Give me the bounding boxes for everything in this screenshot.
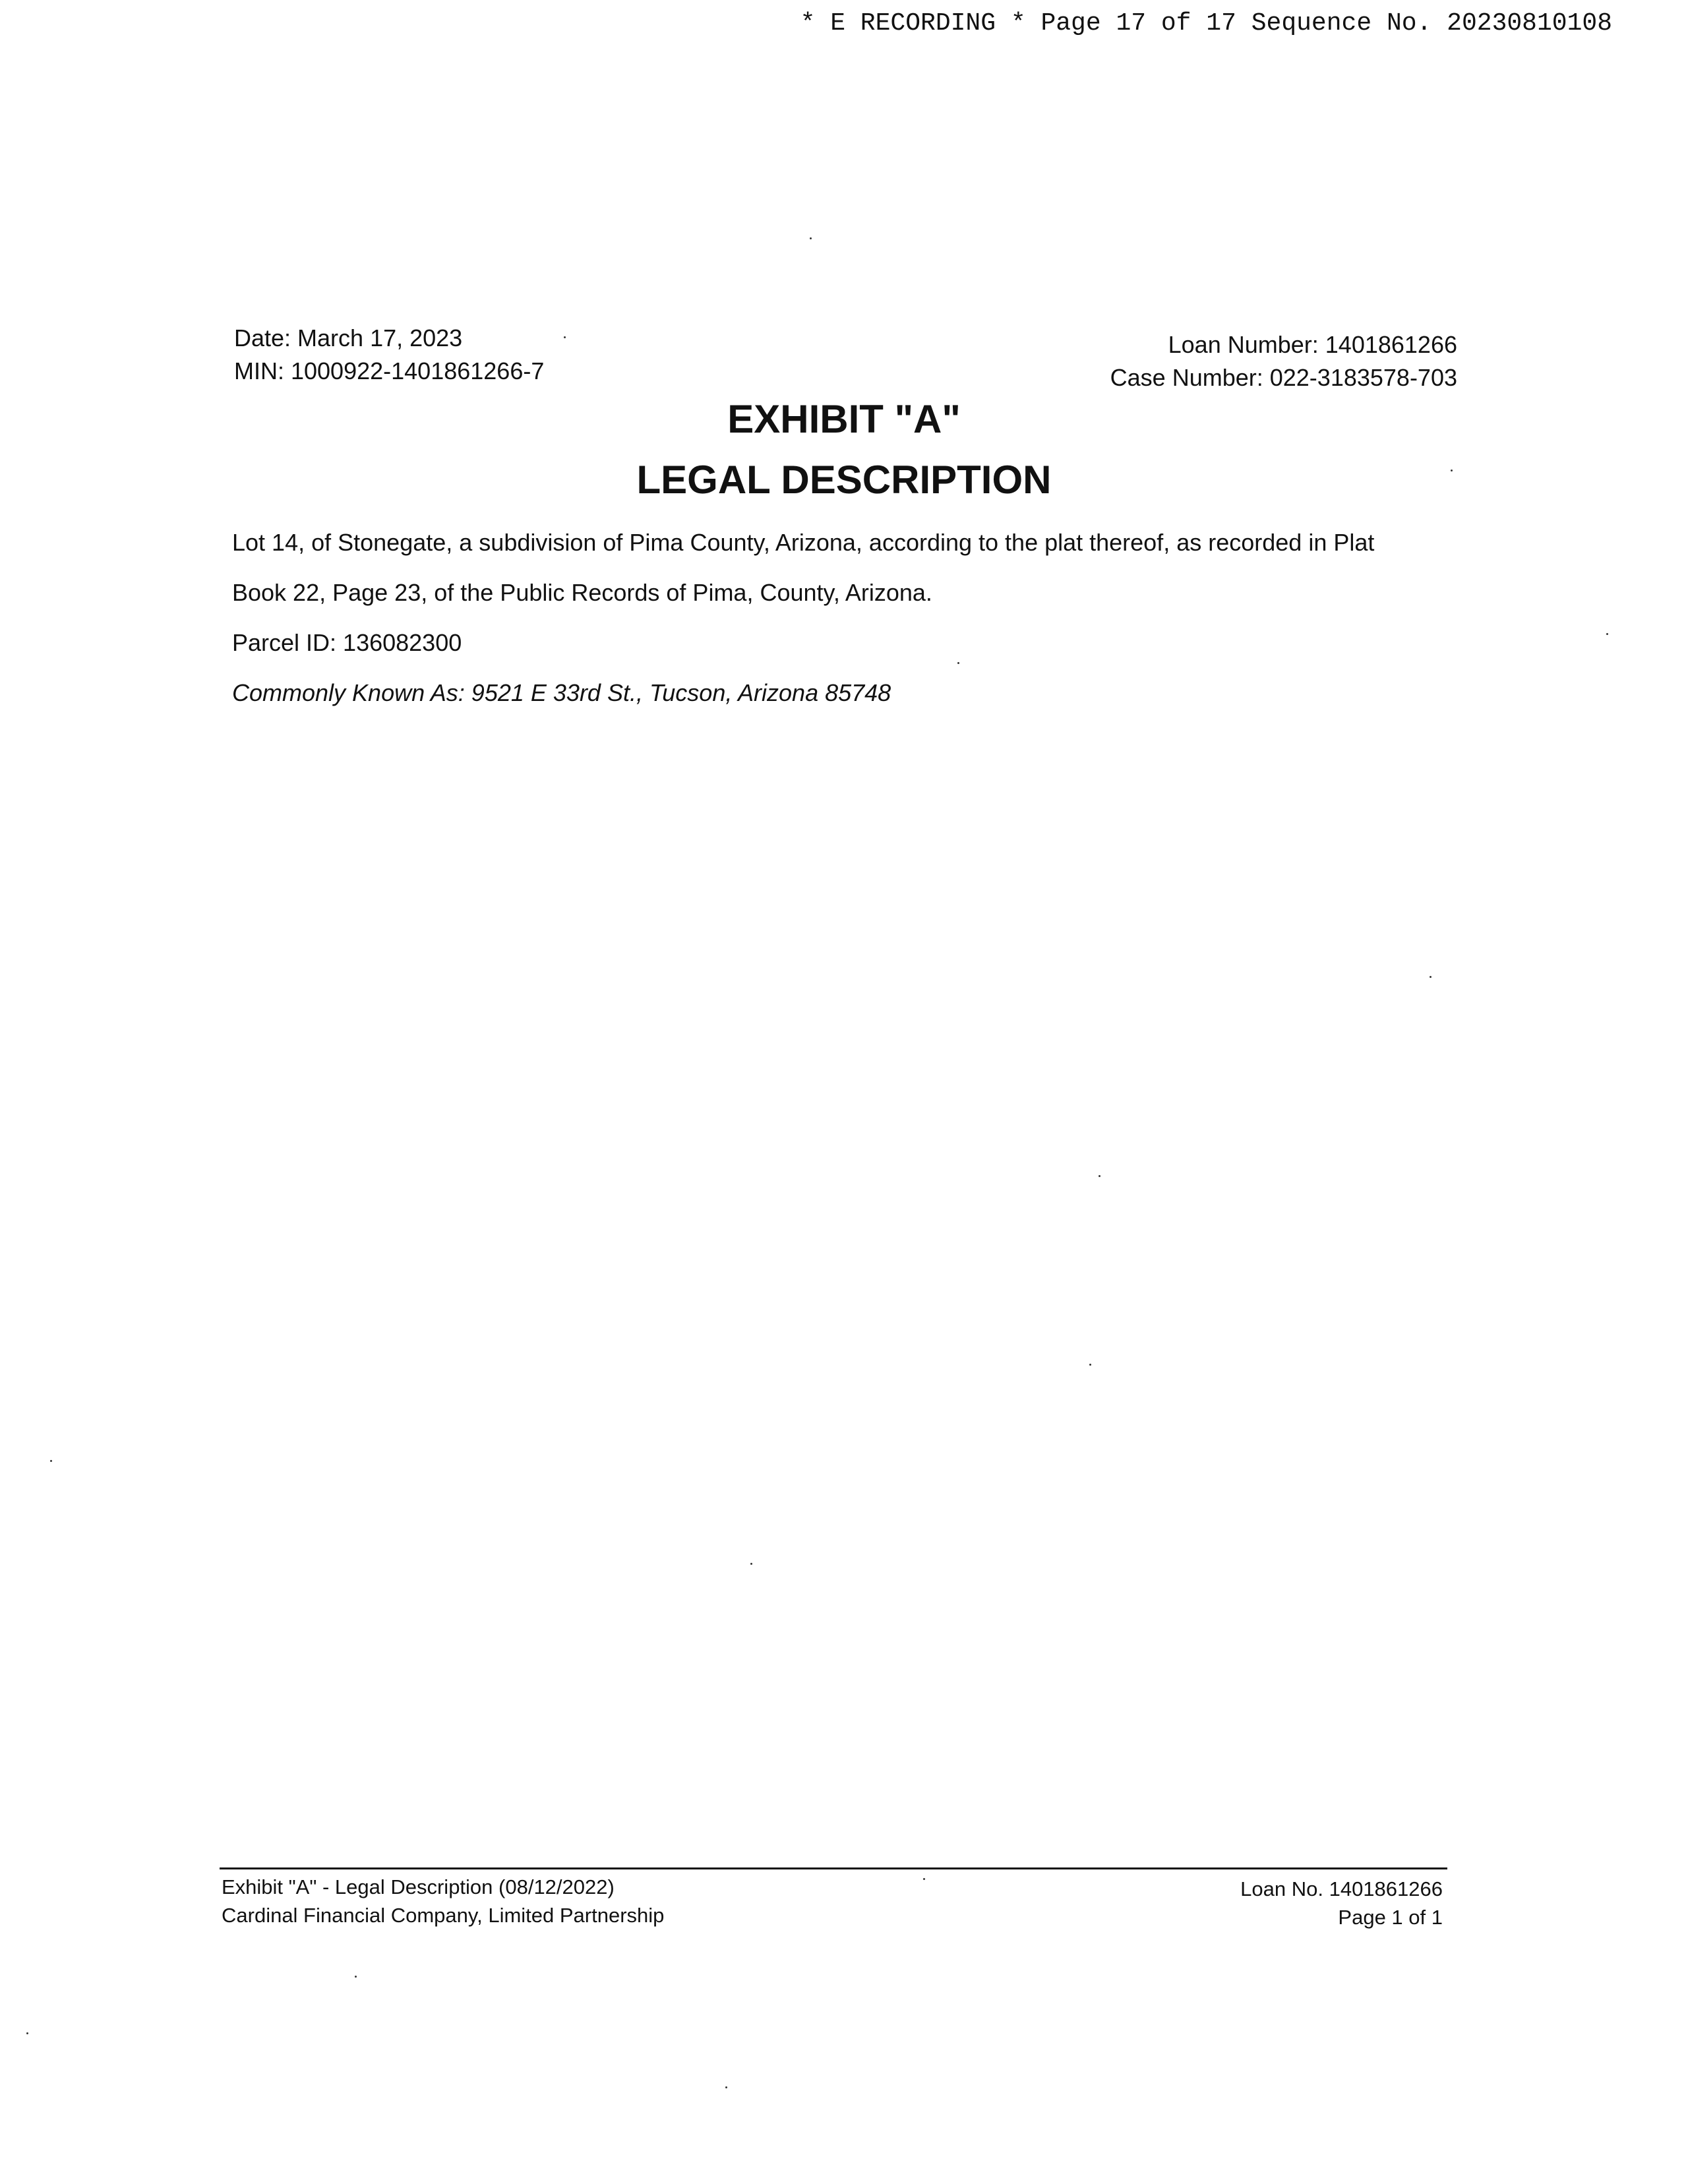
scan-speck (957, 662, 959, 664)
exhibit-title-line1: EXHIBIT "A" (727, 397, 961, 441)
footer-form-name: Exhibit "A" - Legal Description (08/12/2022) (222, 1875, 615, 1898)
footer-loan-number: Loan No. 1401861266 (1240, 1877, 1443, 1900)
commonly-known-as: Commonly Known As: 9521 E 33rd St., Tucson, Arizona 85748 (232, 679, 891, 706)
scan-speck (1089, 1364, 1091, 1366)
scan-speck (564, 336, 566, 338)
recording-stamp: * E RECORDING * Page 17 of 17 Sequence No. 20230810108 (800, 9, 1612, 38)
parcel-id: Parcel ID: 136082300 (232, 629, 462, 656)
legal-description-paragraph-2: Book 22, Page 23, of the Public Records of Pima, County, Arizona. (232, 579, 932, 606)
scan-speck (355, 1976, 357, 1978)
scan-speck (1451, 470, 1453, 471)
legal-description-paragraph-1: Lot 14, of Stonegate, a subdivision of Pima County, Arizona, according to the plat thereof, as recorded in Plat (232, 529, 1375, 556)
legal-description-body (232, 528, 1459, 728)
header-right (1110, 328, 1457, 394)
scan-speck (923, 1878, 925, 1880)
scan-speck (26, 2032, 28, 2034)
header-left (234, 322, 544, 388)
exhibit-title-line2: LEGAL DESCRIPTION (636, 458, 1052, 502)
scan-speck (725, 2086, 727, 2088)
document-date: Date: March 17, 2023 (234, 324, 463, 351)
scan-speck (1430, 976, 1432, 978)
scan-speck (50, 1460, 52, 1462)
case-number: Case Number: 022-3183578-703 (1110, 364, 1457, 391)
loan-number: Loan Number: 1401861266 (1168, 331, 1457, 358)
footer-divider (220, 1867, 1447, 1869)
exhibit-title (0, 389, 1688, 510)
footer-right (1240, 1875, 1443, 1931)
scan-speck (1606, 633, 1608, 635)
scan-speck (810, 237, 812, 239)
scan-speck (1099, 1175, 1100, 1177)
scan-speck (750, 1563, 752, 1565)
min-number: MIN: 1000922-1401861266-7 (234, 357, 545, 384)
footer-page-number: Page 1 of 1 (1338, 1906, 1443, 1929)
footer-left (222, 1873, 664, 1929)
footer-company: Cardinal Financial Company, Limited Partnership (222, 1904, 665, 1927)
